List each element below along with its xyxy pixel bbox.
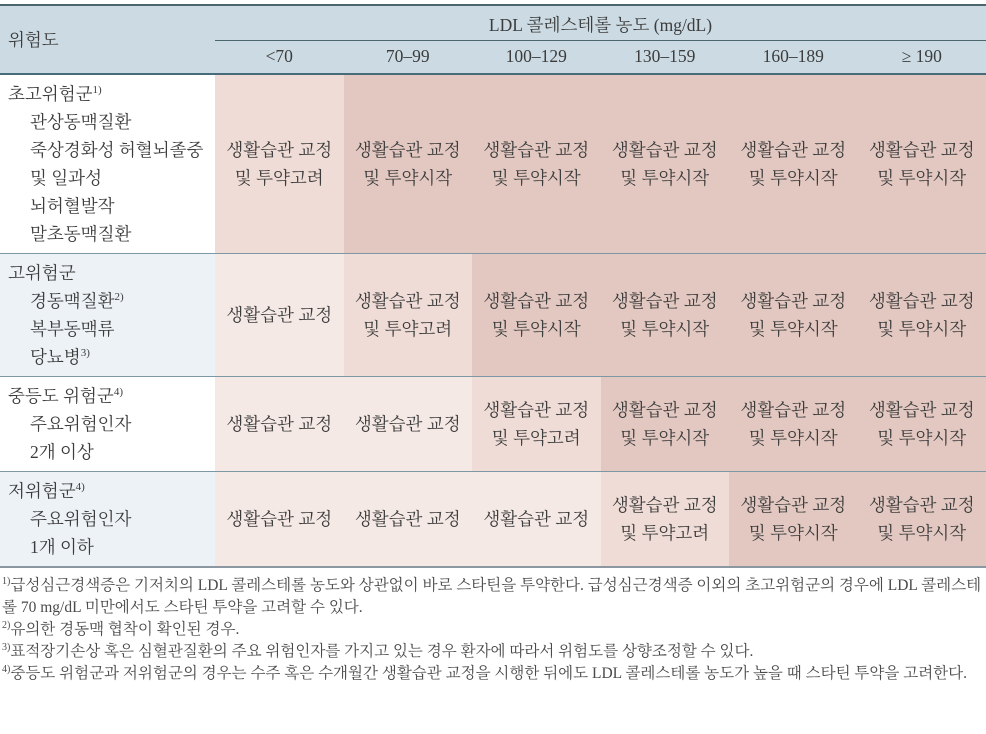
row-label-line: 경동맥질환$^{2)}$: [30, 291, 124, 311]
column-header: 100–129: [505, 46, 567, 66]
treatment-text: 및 투약시작: [877, 168, 967, 188]
row-label-line: 당뇨병$^{3)}$: [30, 347, 90, 367]
treatment-text: 및 투약시작: [620, 168, 710, 188]
treatment-cell-start: [729, 75, 858, 253]
row-label-line: 고위험군: [8, 263, 76, 283]
column-header: 70–99: [385, 46, 430, 66]
treatment-text: 및 투약시작: [620, 428, 710, 448]
treatment-cell-start: [472, 254, 601, 376]
treatment-text: 및 투약시작: [491, 319, 581, 339]
footnote: $^{3)}$표적장기손상 혹은 심혈관질환의 주요 위험인자를 가지고 있는 경우 환자에 따라서 위험도를 상향조정할 수 있다.: [2, 641, 754, 660]
column-header: ≥ 190: [901, 46, 942, 66]
row-label: [0, 254, 215, 376]
treatment-text: 생활습관 교정: [483, 400, 590, 420]
row-group: [0, 376, 986, 471]
footnote-marker: 3): [80, 347, 90, 360]
treatment-text: 및 투약고려: [234, 168, 324, 188]
treatment-text: 및 투약시작: [620, 319, 710, 339]
treatment-text: 생활습관 교정: [740, 140, 847, 160]
row-label-line: 저위험군$^{4)}$: [8, 481, 85, 501]
column-headers: [215, 41, 986, 73]
treatment-text: 생활습관 교정: [354, 509, 461, 529]
treatment-text: 생활습관 교정: [226, 414, 333, 434]
treatment-cell-lifestyle: [215, 472, 344, 566]
treatment-text: 생활습관 교정: [226, 140, 333, 160]
treatment-cell-start: [858, 75, 986, 253]
treatment-cell-lifestyle: [215, 377, 344, 471]
row-label-line: 1개 이하: [30, 537, 94, 557]
treatment-text: 및 투약시작: [748, 319, 838, 339]
footnote-marker: 1): [92, 84, 102, 97]
treatment-text: 생활습관 교정: [611, 140, 718, 160]
treatment-text: 생활습관 교정: [483, 291, 590, 311]
table-body: [0, 75, 986, 568]
risk-table: [0, 4, 986, 568]
footnote-marker: 3): [2, 641, 11, 653]
footnote-marker: 4): [2, 663, 11, 675]
ldl-header-group: [215, 6, 986, 73]
treatment-text: 생활습관 교정: [611, 400, 718, 420]
treatment-cell-consider: [472, 377, 601, 471]
treatment-text: 생활습관 교정: [868, 400, 975, 420]
treatment-cell-start: [729, 254, 858, 376]
row-group: [0, 471, 986, 566]
row-group: [0, 253, 986, 376]
row-label: [0, 75, 215, 253]
risk-level-header: 위험도: [8, 30, 59, 50]
treatment-text: 및 투약시작: [877, 428, 967, 448]
treatment-cell-start: [601, 254, 730, 376]
treatment-cell-lifestyle: [344, 377, 473, 471]
treatment-text: 및 투약고려: [491, 428, 581, 448]
footnote: $^{1)}$급성심근경색증은 기저치의 LDL 콜레스테롤 농도와 상관없이 바로 스타틴을 투약한다. 급성심근경색증 이외의 초고위험군의 경우에 LDL 콜레스테롤 70 mg/dL 미만에서도 스타틴 투약을 고려할 수 있다.: [2, 575, 982, 616]
treatment-text: 생활습관 교정: [483, 509, 590, 529]
footnote: $^{2)}$유의한 경동맥 협착이 확인된 경우.: [2, 619, 240, 638]
ldl-concentration-header: LDL 콜레스테롤 농도 (mg/dL): [215, 6, 986, 41]
treatment-text: 및 투약시작: [877, 319, 967, 339]
treatment-cell-start: [344, 75, 473, 253]
treatment-text: 및 투약시작: [491, 168, 581, 188]
treatment-cell-start: [729, 472, 858, 566]
treatment-cell-consider: [344, 254, 473, 376]
treatment-text: 및 투약시작: [748, 523, 838, 543]
row-label: [0, 377, 215, 471]
row-label-line: 뇌허혈발작: [30, 196, 115, 216]
treatment-text: 생활습관 교정: [740, 495, 847, 515]
column-header: 160–189: [762, 46, 824, 66]
column-header: 130–159: [634, 46, 696, 66]
treatment-cell-consider: [215, 75, 344, 253]
footnote-marker: 1): [2, 575, 11, 587]
treatment-cell-start: [858, 377, 986, 471]
treatment-text: 생활습관 교정: [483, 140, 590, 160]
row-label: [0, 472, 215, 566]
footnote-marker: 2): [114, 291, 124, 304]
row-group: [0, 75, 986, 253]
treatment-text: 및 투약고려: [363, 319, 453, 339]
treatment-text: 생활습관 교정: [354, 414, 461, 434]
treatment-text: 생활습관 교정: [226, 305, 333, 325]
treatment-cell-start: [472, 75, 601, 253]
treatment-cell-start: [729, 377, 858, 471]
row-label-line: 관상동맥질환: [30, 112, 132, 132]
row-label-line: 2개 이상: [30, 442, 94, 462]
treatment-text: 및 투약고려: [620, 523, 710, 543]
treatment-text: 생활습관 교정: [611, 495, 718, 515]
column-header: <70: [265, 46, 293, 66]
treatment-text: 및 투약시작: [363, 168, 453, 188]
treatment-cell-lifestyle: [215, 254, 344, 376]
treatment-text: 및 투약시작: [748, 168, 838, 188]
treatment-cell-start: [601, 377, 730, 471]
treatment-text: 생활습관 교정: [611, 291, 718, 311]
treatment-cell-lifestyle: [472, 472, 601, 566]
row-label-line: 초고위험군$^{1)}$: [8, 84, 102, 104]
treatment-text: 생활습관 교정: [868, 291, 975, 311]
treatment-text: 및 투약시작: [748, 428, 838, 448]
treatment-text: 생활습관 교정: [868, 140, 975, 160]
treatment-cell-start: [858, 254, 986, 376]
treatment-cell-consider: [601, 472, 730, 566]
treatment-cell-lifestyle: [344, 472, 473, 566]
row-label-line: 주요위험인자: [30, 509, 132, 529]
row-label-line: 및 일과성: [30, 168, 102, 188]
treatment-text: 생활습관 교정: [740, 400, 847, 420]
footnote-marker: 2): [2, 619, 11, 631]
treatment-text: 생활습관 교정: [740, 291, 847, 311]
treatment-text: 생활습관 교정: [868, 495, 975, 515]
row-label-line: 주요위험인자: [30, 414, 132, 434]
row-label-line: 말초동맥질환: [30, 224, 132, 244]
treatment-text: 생활습관 교정: [354, 140, 461, 160]
treatment-text: 생활습관 교정: [354, 291, 461, 311]
footnote: $^{4)}$중등도 위험군과 저위험군의 경우는 수주 혹은 수개월간 생활습관 교정을 시행한 뒤에도 LDL 콜레스테롤 농도가 높을 때 스타틴 투약을 고려한다.: [2, 663, 967, 682]
footnote-marker: 4): [75, 481, 85, 494]
row-label-line: 죽상경화성 허혈뇌졸중: [30, 140, 204, 160]
treatment-text: 생활습관 교정: [226, 509, 333, 529]
treatment-cell-start: [858, 472, 986, 566]
row-label-line: 중등도 위험군$^{4)}$: [8, 386, 123, 406]
row-label-line: 복부동맥류: [30, 319, 115, 339]
treatment-text: 및 투약시작: [877, 523, 967, 543]
treatment-cell-start: [601, 75, 730, 253]
footnote-marker: 4): [113, 386, 123, 399]
footnotes: [0, 568, 986, 685]
table-header: [0, 6, 986, 75]
